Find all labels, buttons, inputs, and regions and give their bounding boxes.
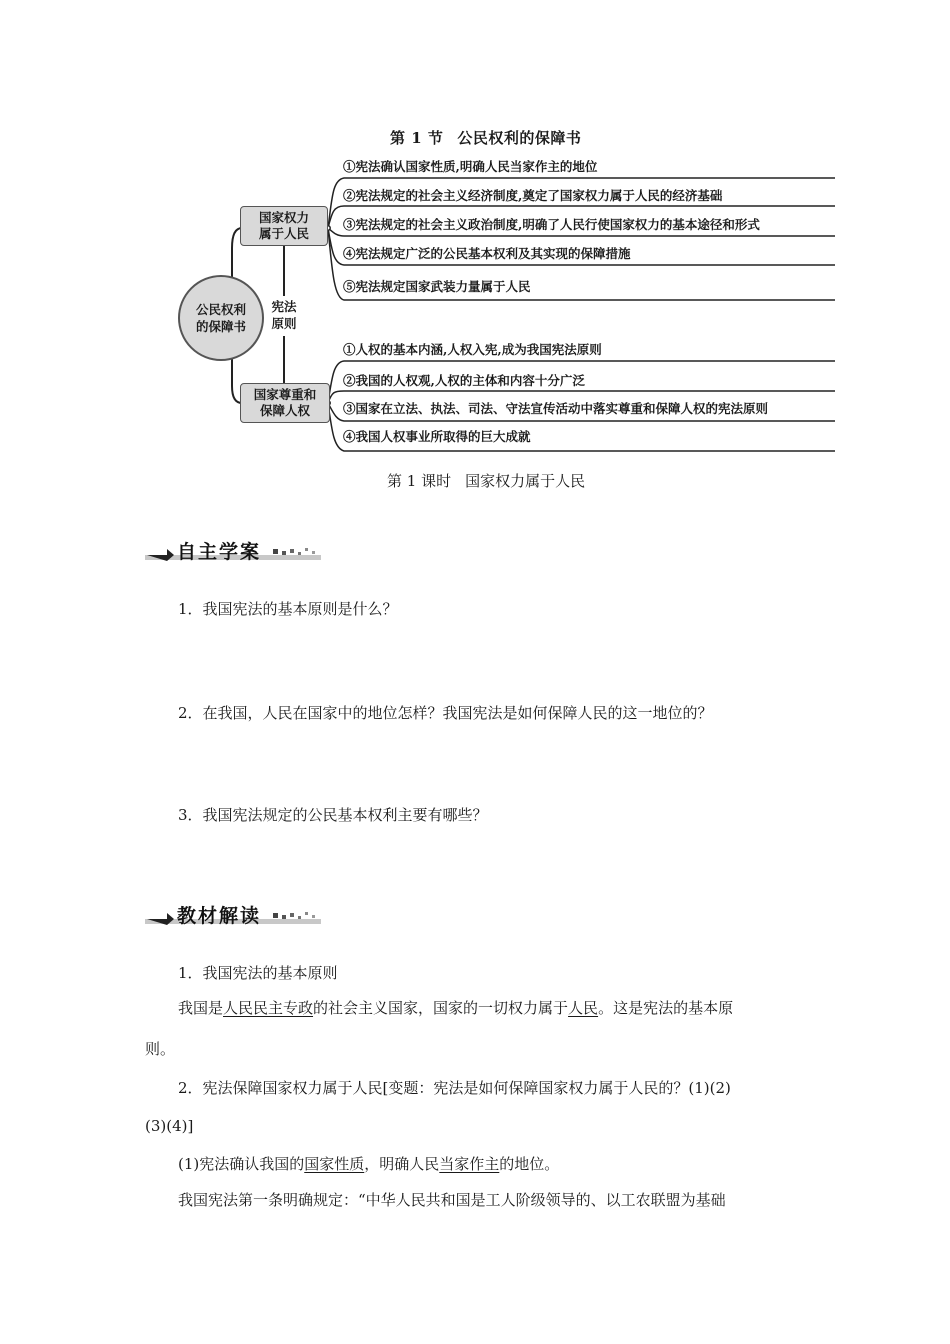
branch2-label-line1: 国家尊重和 bbox=[253, 387, 317, 402]
section-number: 第 1 节 bbox=[390, 129, 444, 147]
branch1-item: ①宪法确认国家性质,明确人民当家作主的地位 bbox=[343, 159, 598, 174]
lesson-number: 第 1 课时 bbox=[387, 472, 452, 490]
branch1-label-line2: 属于人民 bbox=[258, 226, 309, 241]
p1-blank-2: 人民 bbox=[568, 999, 599, 1017]
p2-blank-2: 当家作主 bbox=[439, 1155, 500, 1173]
middle-label-line2: 原则 bbox=[271, 316, 297, 331]
mindmap-branch2-box bbox=[240, 383, 330, 423]
p2-text-c: 的地位。 bbox=[499, 1155, 560, 1173]
branch2-item: ③国家在立法、执法、司法、守法宣传活动中落实尊重和保障人权的宪法原则 bbox=[343, 401, 769, 416]
mindmap-center-line1: 公民权利 bbox=[195, 302, 246, 317]
question-1: 1．我国宪法的基本原则是什么？ bbox=[178, 600, 398, 618]
reading-heading-2: 2．宪法保障国家权力属于人民[变题：宪法是如何保障国家权力属于人民的？(1)(2) bbox=[178, 1079, 731, 1097]
banner-title: 自主学案 bbox=[177, 541, 262, 563]
question-2: 2．在我国，人民在国家中的地位怎样？我国宪法是如何保障人民的这一地位的？ bbox=[178, 704, 713, 722]
section-name: 公民权利的保障书 bbox=[457, 129, 582, 147]
reading-heading-1: 1．我国宪法的基本原则 bbox=[178, 964, 338, 982]
section-banner-self-study bbox=[145, 537, 325, 563]
branch1-item: ②宪法规定的社会主义经济制度,奠定了国家权力属于人民的经济基础 bbox=[343, 188, 723, 203]
p1-blank-1: 人民民主专政 bbox=[223, 999, 314, 1017]
reading-paragraph-3: 我国宪法第一条明确规定：“中华人民共和国是工人阶级领导的、以工农联盟为基础 bbox=[178, 1191, 726, 1209]
reading-paragraph-1-cont: 则。 bbox=[145, 1040, 176, 1058]
banner-title: 教材解读 bbox=[177, 905, 262, 927]
p2-blank-1: 国家性质 bbox=[304, 1155, 365, 1173]
mindmap-middle-label bbox=[264, 298, 304, 332]
mindmap-center bbox=[178, 275, 264, 361]
branch2-item: ④我国人权事业所取得的巨大成就 bbox=[343, 429, 531, 444]
lesson-title bbox=[387, 470, 585, 491]
middle-label-line1: 宪法 bbox=[271, 299, 297, 314]
p1-text-b: 的社会主义国家，国家的一切权力属于 bbox=[313, 999, 569, 1017]
question-3: 3．我国宪法规定的公民基本权利主要有哪些？ bbox=[178, 806, 488, 824]
branch1-item: ⑤宪法规定国家武装力量属于人民 bbox=[343, 279, 531, 294]
mindmap-center-line2: 的保障书 bbox=[195, 319, 246, 334]
p1-text-c: 。这是宪法的基本原 bbox=[598, 999, 734, 1017]
p2-text-b: ，明确人民 bbox=[364, 1155, 440, 1173]
reading-paragraph-1 bbox=[178, 997, 733, 1019]
mindmap-branch1-box bbox=[240, 206, 328, 246]
reading-heading-2-cont: (3)(4)] bbox=[145, 1117, 194, 1135]
branch1-label-line1: 国家权力 bbox=[258, 210, 309, 225]
reading-paragraph-2 bbox=[178, 1153, 559, 1175]
branch2-item: ②我国的人权观,人权的主体和内容十分广泛 bbox=[343, 373, 585, 388]
branch2-item: ①人权的基本内涵,人权入宪,成为我国宪法原则 bbox=[343, 342, 602, 357]
branch1-item: ③宪法规定的社会主义政治制度,明确了人民行使国家权力的基本途径和形式 bbox=[343, 217, 760, 232]
section-banner-textbook bbox=[145, 901, 325, 927]
lesson-name: 国家权力属于人民 bbox=[465, 472, 586, 490]
p2-text-a: (1)宪法确认我国的 bbox=[178, 1155, 305, 1173]
branch1-item: ④宪法规定广泛的公民基本权利及其实现的保障措施 bbox=[343, 246, 631, 261]
p1-text-a: 我国是 bbox=[178, 999, 224, 1017]
branch2-label-line2: 保障人权 bbox=[259, 403, 310, 418]
